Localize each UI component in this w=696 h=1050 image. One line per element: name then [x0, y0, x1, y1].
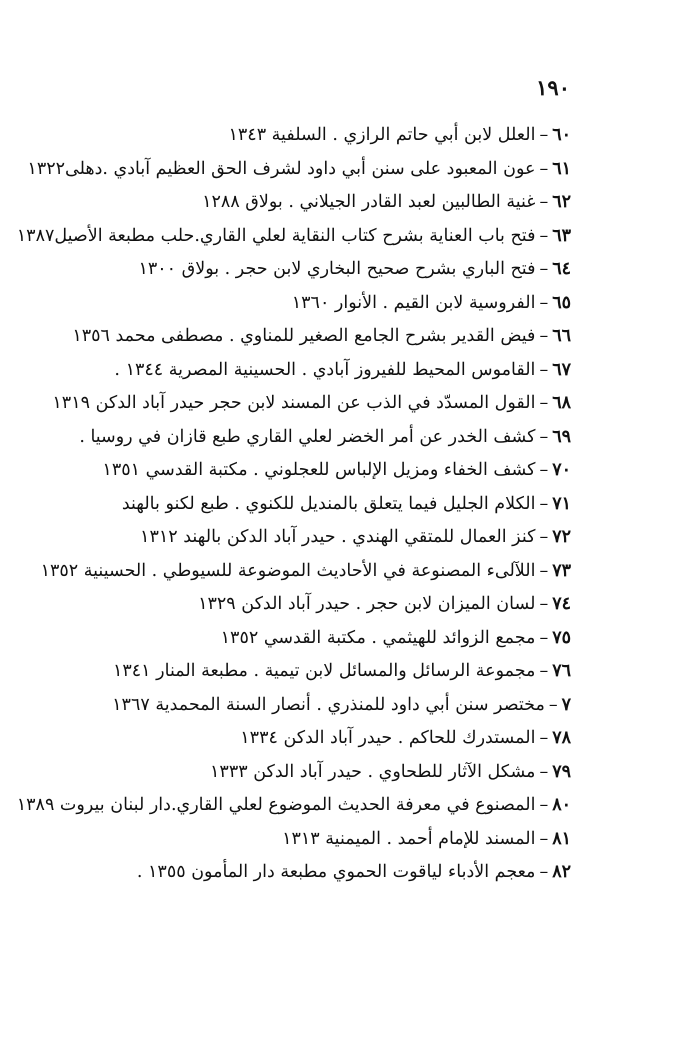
entry-number: ٦٦: [552, 326, 571, 346]
entry-number: ٨٠: [552, 795, 571, 815]
list-item: [10, 789, 571, 823]
entry-number: ٦٢: [552, 192, 571, 212]
entry-number: ٧٢: [552, 527, 571, 547]
page-number: ١٩٠: [536, 75, 570, 100]
entry-text: عون المعبود على سنن أبي داود لشرف الحق العظيم آبادي .دهلى١٣٢٢: [27, 158, 536, 179]
entry-separator: –: [539, 460, 549, 480]
list-item: [10, 689, 571, 723]
entry-separator: –: [539, 326, 549, 346]
entry-number: ٦٤: [552, 259, 571, 279]
entry-text: كشف الخفاء ومزيل الإلباس للعجلوني . مكتبة القدسي ١٣٥١: [102, 460, 536, 480]
entry-text: لسان الميزان لابن حجر . حيدر آباد الدكن ١٣٢٩: [198, 594, 536, 614]
list-item: [10, 856, 571, 890]
entry-separator: –: [539, 728, 549, 748]
entry-text: القاموس المحيط للفيروز آبادي . الحسينية المصرية ١٣٤٤ .: [114, 359, 536, 380]
entry-number: ٦١: [552, 158, 571, 179]
entry-separator: –: [539, 661, 549, 681]
entry-text: القول المسدّد في الذب عن المسند لابن حجر حيدر آباد الدكن ١٣١٩: [52, 393, 536, 413]
list-item: [10, 421, 571, 455]
entry-text: كشف الخدر عن أمر الخضر لعلي القاري طبع قازان في روسيا .: [79, 426, 536, 447]
entry-text: مجموعة الرسائل والمسائل لابن تيمية . مطبعة المنار ١٣٤١: [112, 661, 536, 681]
entry-number: ٧: [561, 694, 571, 715]
entry-number: ٦٣: [552, 225, 571, 246]
list-item: [10, 320, 571, 354]
list-item: [10, 622, 571, 656]
entry-text: فيض القدير بشرح الجامع الصغير للمناوي . مصطفى محمد ١٣٥٦: [72, 326, 536, 346]
entry-number: ٧٣: [552, 560, 571, 581]
list-item: [10, 119, 571, 153]
entry-text: مشكل الآثار للطحاوي . حيدر آباد الدكن ١٣٣٣: [210, 761, 536, 782]
list-item: [10, 387, 571, 421]
entry-number: ٧٩: [552, 761, 571, 782]
entry-separator: –: [539, 225, 549, 246]
entry-separator: –: [539, 795, 549, 815]
entry-number: ٧٨: [552, 728, 571, 748]
list-item: [10, 454, 571, 488]
entry-text: الفروسية لابن القيم . الأنوار ١٣٦٠: [291, 292, 536, 313]
entry-text: معجم الأدباء لياقوت الحموي مطبعة دار المأمون ١٣٥٥ .: [136, 862, 536, 882]
entry-separator: –: [539, 493, 549, 514]
entry-separator: –: [539, 627, 549, 648]
entry-number: ٦٨: [552, 393, 571, 413]
entry-text: العلل لابن أبي حاتم الرازي . السلفية ١٣٤٣: [228, 125, 536, 145]
entry-number: ٦٧: [552, 359, 571, 380]
list-item: [10, 722, 571, 756]
entry-separator: –: [539, 359, 549, 380]
entry-number: ٧٤: [552, 594, 571, 614]
list-item: [10, 488, 571, 522]
list-item: [10, 555, 571, 589]
entry-separator: –: [539, 158, 549, 179]
entry-separator: –: [539, 862, 549, 882]
entry-separator: –: [539, 828, 549, 849]
entry-number: ٨١: [552, 828, 571, 849]
entry-text: مختصر سنن أبي داود للمنذري . أنصار السنة المحمدية ١٣٦٧: [112, 694, 545, 715]
list-item: [10, 253, 571, 287]
entry-text: كنز العمال للمتقي الهندي . حيدر آباد الدكن بالهند ١٣١٢: [140, 527, 536, 547]
entry-number: ٧٦: [552, 661, 571, 681]
list-item: [10, 756, 571, 790]
list-item: [10, 823, 571, 857]
entry-text: فتح باب العناية بشرح كتاب النقاية لعلي القاري.حلب مطبعة الأصيل١٣٨٧: [16, 225, 536, 246]
entry-separator: –: [539, 560, 549, 581]
entry-separator: –: [539, 192, 549, 212]
entry-separator: –: [539, 426, 549, 447]
entry-text: المستدرك للحاكم . حيدر آباد الدكن ١٣٣٤: [240, 728, 536, 748]
list-item: [10, 655, 571, 689]
list-item: [10, 521, 571, 555]
entry-text: غنية الطالبين لعبد القادر الجيلاني . بولاق ١٢٨٨: [202, 192, 536, 212]
entry-text: مجمع الزوائد للهيثمي . مكتبة القدسي ١٣٥٢: [220, 627, 536, 648]
entry-number: ٦٩: [552, 426, 571, 447]
bibliography-list: [10, 119, 571, 890]
entry-separator: –: [548, 694, 558, 715]
entry-separator: –: [539, 527, 549, 547]
entry-text: المصنوع في معرفة الحديث الموضوع لعلي القاري.دار لبنان بيروت ١٣٨٩: [16, 795, 536, 815]
entry-separator: –: [539, 292, 549, 313]
entry-number: ٧١: [552, 493, 571, 514]
entry-separator: –: [539, 125, 549, 145]
entry-text: فتح الباري بشرح صحيح البخاري لابن حجر . بولاق ١٣٠٠: [138, 259, 536, 279]
entry-text: المسند للإمام أحمد . الميمنية ١٣١٣: [282, 828, 536, 849]
entry-text: اللآلىء المصنوعة في الأحاديث الموضوعة للسيوطي . الحسينية ١٣٥٢: [40, 560, 536, 581]
entry-number: ٧٠: [552, 460, 571, 480]
list-item: [10, 220, 571, 254]
entry-text: الكلام الجليل فيما يتعلق بالمنديل للكنوي . طبع لكنو بالهند: [121, 493, 536, 514]
entry-separator: –: [539, 594, 549, 614]
list-item: [10, 186, 571, 220]
entry-number: ٨٢: [552, 862, 571, 882]
list-item: [10, 354, 571, 388]
list-item: [10, 588, 571, 622]
entry-separator: –: [539, 761, 549, 782]
entry-separator: –: [539, 393, 549, 413]
entry-separator: –: [539, 259, 549, 279]
list-item: [10, 153, 571, 187]
entry-number: ٧٥: [552, 627, 571, 648]
entry-number: ٦٥: [552, 292, 571, 313]
list-item: [10, 287, 571, 321]
entry-number: ٦٠: [552, 125, 571, 145]
